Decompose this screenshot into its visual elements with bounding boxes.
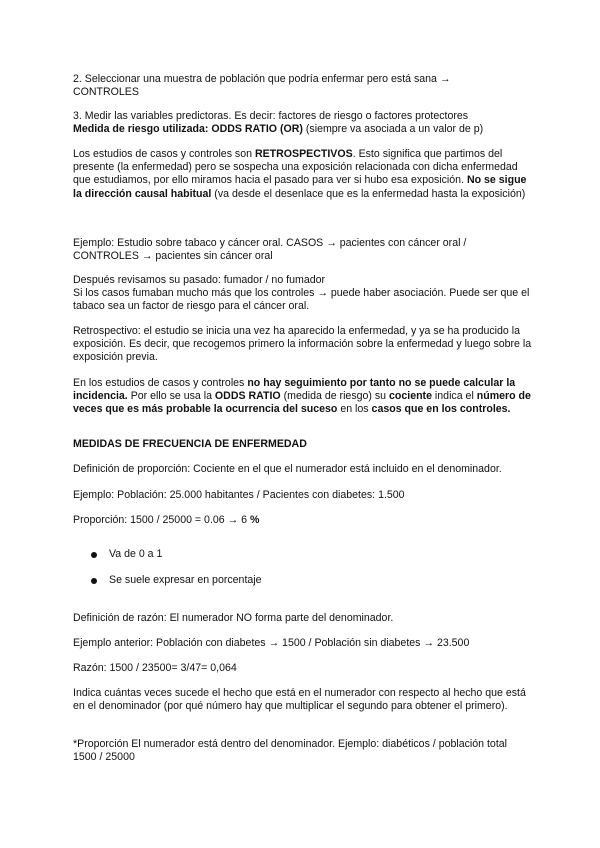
paragraph-odds-ratio: En los estudios de casos y controles no hay seguimiento por tanto no se puede calcular la incidencia. Por ello se usa la ODDS RATIO (medida de riesgo) su cociente indica el número de veces que es más probable la ocurrencia del suceso en los casos que en los controles. [73,377,531,416]
paragraph-retrospectivos: Los estudios de casos y controles son RETROSPECTIVOS. Esto significa que partimos del presente (la enfermedad) pero se sospecha una exposición relacionada con dicha enfermedad que estudiamos, por ello miramos hacia el pasado para ver si hubo esa exposición. No se sigue la dirección causal habitual (va desde el desenlace que es la enfermedad hasta la exposición) [73,148,527,200]
bullet-item: Se suele expresar en porcentaje [109,574,262,586]
paragraph-ejemplo-tabaco: Ejemplo: Estudio sobre tabaco y cáncer oral. CASOS → pacientes con cáncer oral / CONTROLES → pacientes sin cáncer oral [73,237,467,263]
bullet-dot [91,552,97,558]
paragraph-retrospectivo-def: Retrospectivo: el estudio se inicia una vez ha aparecido la enfermedad, y ya se ha producido la exposición. Es decir, que recogemos primero la información sobre la enfermedad y luego sobre la exposición previa. [73,325,532,364]
paragraph-pasado: Después revisamos su pasado: fumador / no fumador Si los casos fumaban mucho más que los controles → puede haber asociación. Puede ser que el tabaco sea un factor de riesgo para el cáncer oral. [73,274,530,313]
paragraph-def-razon: Definición de razón: El numerador NO forma parte del denominador. [73,612,394,624]
bullet-dot [91,578,97,584]
paragraph-ejemplo-poblacion: Ejemplo: Población: 25.000 habitantes / Pacientes con diabetes: 1.500 [73,489,405,501]
paragraph-def-proporcion: Definición de proporción: Cociente en el que el numerador está incluido en el denominador. [73,463,502,475]
paragraph-step-3: 3. Medir las variables predictoras. Es decir: factores de riesgo o factores protectores Medida de riesgo utilizada: ODDS RATIO (OR) (siempre va asociada a un valor de p) [73,110,484,136]
paragraph-proporcion-calc: Proporción: 1500 / 25000 = 0.06 → 6 % [73,514,260,526]
paragraph-step-2: 2. Seleccionar una muestra de población que podría enfermar pero está sana → CONTROLES [73,73,451,99]
paragraph-razon-calc: Razón: 1500 / 23500= 3/47= 0,064 [73,662,237,674]
paragraph-indica: Indica cuántas veces sucede el hecho que está en el numerador con respecto al hecho que está en el denominador (por qué número hay que multiplicar el segundo para obtener el primero). [73,687,526,713]
section-heading: MEDIDAS DE FRECUENCIA DE ENFERMEDAD [73,438,307,450]
bullet-item: Va de 0 a 1 [109,548,163,560]
paragraph-nota-proporcion: *Proporción El numerador está dentro del denominador. Ejemplo: diabéticos / población total 1500 / 25000 [73,738,508,764]
paragraph-ejemplo-anterior: Ejemplo anterior: Población con diabetes → 1500 / Población sin diabetes → 23.500 [73,637,470,649]
